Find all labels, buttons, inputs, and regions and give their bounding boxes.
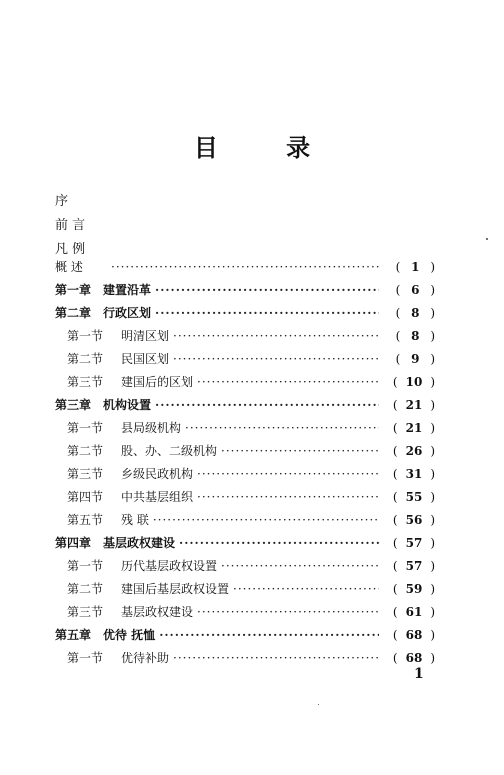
toc-entry-title: 民国区划 xyxy=(121,352,170,366)
toc-leader-dots xyxy=(185,417,379,440)
toc-entry-title: 股、办、二级机构 xyxy=(121,444,218,458)
toc-page-number: 57 xyxy=(405,559,423,573)
page-number: 1 xyxy=(414,666,424,682)
toc-page-number: 9 xyxy=(411,352,420,366)
title-char-2: 录 xyxy=(286,133,311,162)
toc-entry-title: 中共基层组织 xyxy=(121,490,194,504)
toc-leader-dots xyxy=(155,279,379,302)
toc-entry-number: 第一节 xyxy=(67,559,104,573)
toc-page-ref: ( 68 ) xyxy=(383,624,435,647)
toc-entry-number: 第三章 xyxy=(55,398,92,412)
toc-page-number: 59 xyxy=(405,582,423,596)
toc-section-row xyxy=(55,440,435,463)
toc-page-number: 10 xyxy=(405,375,423,389)
toc-page-ref: ( 21 ) xyxy=(383,417,435,440)
toc-entry-number: 第二章 xyxy=(55,306,92,320)
toc-leader-dots xyxy=(153,509,379,532)
toc-entry-number: 第五章 xyxy=(55,628,92,642)
toc-page-ref: ( 8 ) xyxy=(383,325,435,348)
toc-page-number: 61 xyxy=(405,605,423,619)
front-matter-preface: 序 xyxy=(55,194,69,209)
toc-page-ref: ( 9 ) xyxy=(383,348,435,371)
toc-entry-number: 第一节 xyxy=(67,651,104,665)
toc-entry-title: 机构设置 xyxy=(103,398,152,412)
toc-entry-number: 第四节 xyxy=(67,490,104,504)
toc-entry-title: 县局级机构 xyxy=(121,421,182,435)
toc-overview-row xyxy=(55,256,435,279)
toc-leader-dots xyxy=(155,394,379,417)
toc-entry-number: 第一节 xyxy=(67,421,104,435)
toc-leader-dots xyxy=(159,624,379,647)
toc-entry-number: 第一章 xyxy=(55,283,92,297)
toc-section-row xyxy=(55,348,435,371)
toc-page-ref: ( 10 ) xyxy=(383,371,435,394)
toc-entry-title: 建国后基层政权设置 xyxy=(121,582,230,596)
toc-leader-dots xyxy=(173,348,379,371)
toc-page-ref: ( 55 ) xyxy=(383,486,435,509)
toc-entry-title: 基层政权建设 xyxy=(121,605,194,619)
toc-section-row xyxy=(55,555,435,578)
toc-entry-number: 第三节 xyxy=(67,375,104,389)
toc-entry-number: 第二节 xyxy=(67,582,104,596)
toc-page-ref: ( 61 ) xyxy=(383,601,435,624)
toc-entry-title: 行政区划 xyxy=(103,306,152,320)
toc-page-number: 26 xyxy=(405,444,423,458)
toc-entry-number: 第四章 xyxy=(55,536,92,550)
toc-page-number: 55 xyxy=(405,490,423,504)
toc-page-ref: ( 26 ) xyxy=(383,440,435,463)
toc-section-row xyxy=(55,417,435,440)
toc-leader-dots xyxy=(197,601,379,624)
toc-entry-title: 历代基层政权设置 xyxy=(121,559,218,573)
toc-leader-dots xyxy=(197,371,379,394)
toc-section-row xyxy=(55,601,435,624)
toc-entry-title: 优待补助 xyxy=(121,651,170,665)
toc-section-row xyxy=(55,509,435,532)
toc-section-row xyxy=(55,486,435,509)
toc-page-number: 6 xyxy=(411,283,420,297)
title-char-1: 目 xyxy=(193,133,218,162)
toc-page-number: 57 xyxy=(405,536,423,550)
toc-page-ref: ( 21 ) xyxy=(383,394,435,417)
toc-page-number: 56 xyxy=(405,513,423,527)
toc-page-ref: ( 57 ) xyxy=(383,532,435,555)
toc-entry-title: 乡级民政机构 xyxy=(121,467,194,481)
toc-entry-number: 第一节 xyxy=(67,329,104,343)
toc-section-row xyxy=(55,325,435,348)
toc-page-ref: ( 1 ) xyxy=(383,256,435,279)
toc-section-row xyxy=(55,463,435,486)
toc-page-number: 21 xyxy=(405,421,423,435)
toc-entry-number: 第三节 xyxy=(67,467,104,481)
toc-section-row xyxy=(55,371,435,394)
toc-chapter-row xyxy=(55,532,435,555)
page-title xyxy=(0,128,504,163)
toc-chapter-row xyxy=(55,624,435,647)
front-matter-foreword: 前 言 xyxy=(55,218,86,233)
toc-page-ref: ( 68 ) xyxy=(383,647,435,670)
toc-page-ref: ( 6 ) xyxy=(383,279,435,302)
toc-page-number: 8 xyxy=(411,329,420,343)
toc-section-row xyxy=(55,647,435,670)
toc-page-ref: ( 8 ) xyxy=(383,302,435,325)
toc-entry-title: 建国后的区划 xyxy=(121,375,194,389)
toc-leader-dots xyxy=(179,532,379,555)
toc-entry-number: 第二节 xyxy=(67,352,104,366)
toc-page-ref: ( 31 ) xyxy=(383,463,435,486)
toc-entry-title: 明清区划 xyxy=(121,329,170,343)
toc-page-ref: ( 59 ) xyxy=(383,578,435,601)
toc-leader-dots xyxy=(111,256,379,279)
toc-page-number: 8 xyxy=(411,306,420,320)
toc-entry-number: 第五节 xyxy=(67,513,104,527)
toc-entry-number: 第三节 xyxy=(67,605,104,619)
toc-page-number: 68 xyxy=(405,651,423,665)
front-matter-guide: 凡 例 xyxy=(55,242,86,257)
toc-entry-title: 优待 抚恤 xyxy=(103,628,156,642)
toc-entry-number: 第二节 xyxy=(67,444,104,458)
toc-page-number: 31 xyxy=(405,467,423,481)
toc-leader-dots xyxy=(197,486,379,509)
toc-leader-dots xyxy=(173,647,379,670)
toc-page-ref: ( 56 ) xyxy=(383,509,435,532)
scan-speck xyxy=(486,238,488,240)
toc-leader-dots xyxy=(221,555,379,578)
toc-leader-dots xyxy=(221,440,379,463)
table-of-contents xyxy=(55,256,435,670)
toc-entry-title: 建置沿革 xyxy=(103,283,152,297)
toc-entry-title: 基层政权建设 xyxy=(103,536,176,550)
toc-leader-dots xyxy=(233,578,379,601)
toc-page-number: 21 xyxy=(405,398,423,412)
toc-chapter-row xyxy=(55,394,435,417)
toc-page-ref: ( 57 ) xyxy=(383,555,435,578)
toc-leader-dots xyxy=(197,463,379,486)
toc-entry-title: 残 联 xyxy=(121,513,149,527)
scan-speck xyxy=(318,704,319,705)
toc-chapter-row xyxy=(55,279,435,302)
toc-chapter-row xyxy=(55,302,435,325)
toc-entry-number: 概 述 xyxy=(55,260,83,274)
toc-leader-dots xyxy=(155,302,379,325)
toc-section-row xyxy=(55,578,435,601)
toc-page-number: 68 xyxy=(405,628,423,642)
toc-page-number: 1 xyxy=(411,260,420,274)
toc-leader-dots xyxy=(173,325,379,348)
